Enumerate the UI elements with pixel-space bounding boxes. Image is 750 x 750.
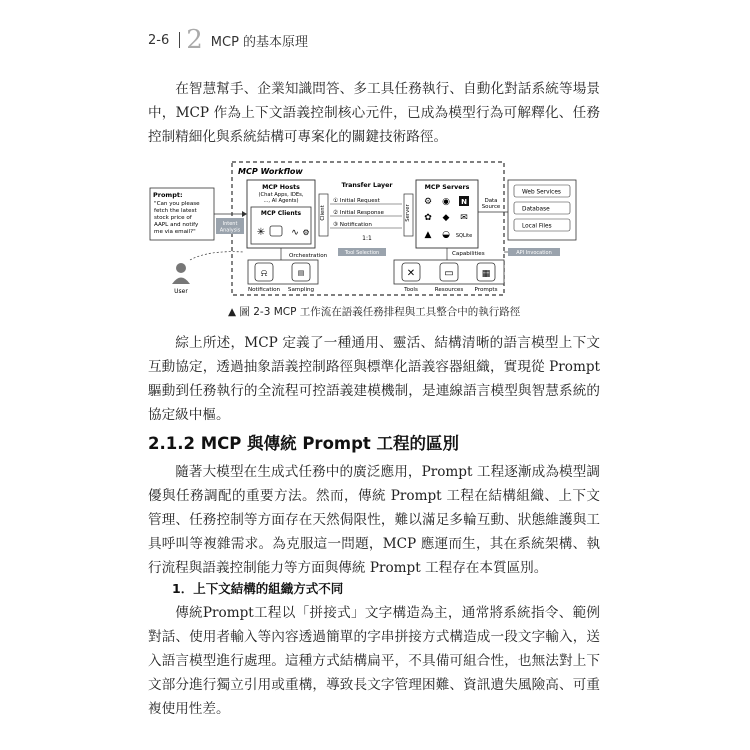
intent-label: Intent xyxy=(222,221,238,227)
user-connector xyxy=(190,252,244,260)
source-label: Database xyxy=(522,206,550,213)
transfer-step: ③ Notification xyxy=(333,222,372,228)
api-invocation-label: API Invocation xyxy=(516,250,552,256)
orchestration-label: Orchestration xyxy=(289,253,328,259)
arrow-head xyxy=(242,211,247,217)
page-number: 2-6 xyxy=(148,32,170,48)
client-tag-label: Client xyxy=(320,205,326,221)
prompt-label: Prompt: xyxy=(153,191,183,199)
folder-icon: ▭ xyxy=(444,268,454,279)
figure-caption: ▲ 圖 2-3 MCP 工作流在語義任務排程與工具整合中的執行路徑 xyxy=(228,306,521,318)
header-divider xyxy=(179,32,180,48)
user-icon xyxy=(172,278,190,285)
section-paragraph-text: 隨著大模型在生成式任務中的廣泛應用，Prompt 工程逐漸成為模型調優與任務調配的重要方法。然而，傳統 Prompt 工程在結構組織、上下文管理、任務控制等方面存在天然侷限性，難以滿足多輪互動、狀態維護與工具呼叫等複雜需求。為克服這一問題，MCP 應運而生，其在系統架構、執行流程與語義控制能力等方面與傳統 Prompt 工程存在本質區別。 xyxy=(148,464,600,576)
server-icon: ◉ xyxy=(442,197,450,207)
mcp-workflow-figure xyxy=(148,160,608,300)
server-icon: N xyxy=(461,198,467,206)
hosts-title: MCP Hosts xyxy=(262,184,300,191)
document-icon: ▦ xyxy=(481,269,491,279)
user-label: User xyxy=(174,288,188,295)
subsection-paragraph-text: 傳統Prompt工程以「拼接式」文字構造為主，通常將系統指令、範例對話、使用者輸入等內容透過簡單的字串拼接方式構造成一段文字輸入，送入語言模型進行處理。這種方式結構扁平，不具備可組合性，也無法對上下文部分進行獨立引用或重構，導致長文字管理困難、資訊遺失風險高、可重複使用性差。 xyxy=(148,605,600,717)
transfer-step: ② Initial Response xyxy=(333,210,384,216)
server-icon: ▲ xyxy=(424,230,432,240)
server-feature-label: Prompts xyxy=(474,287,498,293)
client-feature-label: Sampling xyxy=(287,287,315,293)
capabilities-label: Capabilities xyxy=(452,251,485,257)
bell-icon: ⍾ xyxy=(260,268,268,279)
section-paragraph xyxy=(148,460,600,580)
data-source-label: Source xyxy=(481,204,501,210)
running-header xyxy=(148,25,309,55)
server-icon: ✿ xyxy=(424,213,432,223)
data-source-label: Data xyxy=(484,198,498,204)
client-app-icon: ⚙ xyxy=(302,228,310,237)
summary-paragraph xyxy=(148,331,600,427)
prompt-line: AAPL and notify xyxy=(154,222,199,228)
hosts-sub: ..., AI Agents) xyxy=(263,198,299,204)
server-tag-label: Server xyxy=(405,204,411,222)
intro-paragraph xyxy=(148,77,600,149)
wrench-icon: ✕ xyxy=(406,268,416,279)
source-label: Web Services xyxy=(522,189,561,196)
section-title: 2.1.2 MCP 與傳統 Prompt 工程的區別 xyxy=(148,434,460,453)
intro-paragraph-text: 在智慧幫手、企業知識問答、多工具任務執行、自動化對話系統等場景中，MCP 作為上下文語義控制核心元件，已成為模型行為可解釋化、任務控制精細化與系統結構可專案化的關鍵技術路徑。 xyxy=(148,81,600,145)
server-icon: ◒ xyxy=(442,230,450,240)
transfer-ratio: 1:1 xyxy=(362,235,372,242)
server-feature-label: Tools xyxy=(404,287,418,293)
sample-icon: ▤ xyxy=(297,269,305,277)
server-icon: ✉ xyxy=(460,213,468,223)
summary-paragraph-text: 綜上所述，MCP 定義了一種通用、靈活、結構清晰的語言模型上下文互動協定，透過抽象語義控制路徑與標準化語義容器組織，實現從 Prompt 驅動到任務執行的全流程可控語義建模機制，是連線語言模型與智慧系統的協定級中樞。 xyxy=(148,335,600,423)
servers-title: MCP Servers xyxy=(424,184,470,191)
transfer-title: Transfer Layer xyxy=(341,182,393,189)
prompt-line: "Can you please xyxy=(154,201,200,207)
client-app-icon: ✳ xyxy=(256,227,266,238)
client-feature-label: Notification xyxy=(247,287,281,293)
subsection-paragraph xyxy=(148,601,600,721)
hosts-sub: (Chat Apps, IDEs, xyxy=(258,192,304,198)
server-icon: ⚙ xyxy=(423,197,433,207)
source-label: Local Files xyxy=(522,223,552,230)
chapter-title: MCP 的基本原理 xyxy=(210,34,309,50)
prompt-line: me via email?" xyxy=(154,229,196,235)
intent-label: Analysis xyxy=(219,227,241,234)
prompt-line: stock price of xyxy=(154,215,192,221)
subsection-title: 1．上下文結構的組織方式不同 xyxy=(172,581,344,596)
prompt-line: fetch the latest xyxy=(154,208,197,214)
workflow-title: MCP Workflow xyxy=(238,167,303,176)
clients-title: MCP Clients xyxy=(260,210,302,217)
sqlite-label: SQLite xyxy=(455,233,473,239)
tool-selection-label: Tool Selection xyxy=(344,250,380,256)
user-icon xyxy=(176,263,186,273)
chapter-number: 2 xyxy=(186,25,203,55)
server-feature-label: Resources xyxy=(434,287,464,293)
server-icon: ◆ xyxy=(442,213,450,223)
client-app-icon: ∿ xyxy=(291,228,299,238)
transfer-step: ① Initial Request xyxy=(333,198,380,204)
